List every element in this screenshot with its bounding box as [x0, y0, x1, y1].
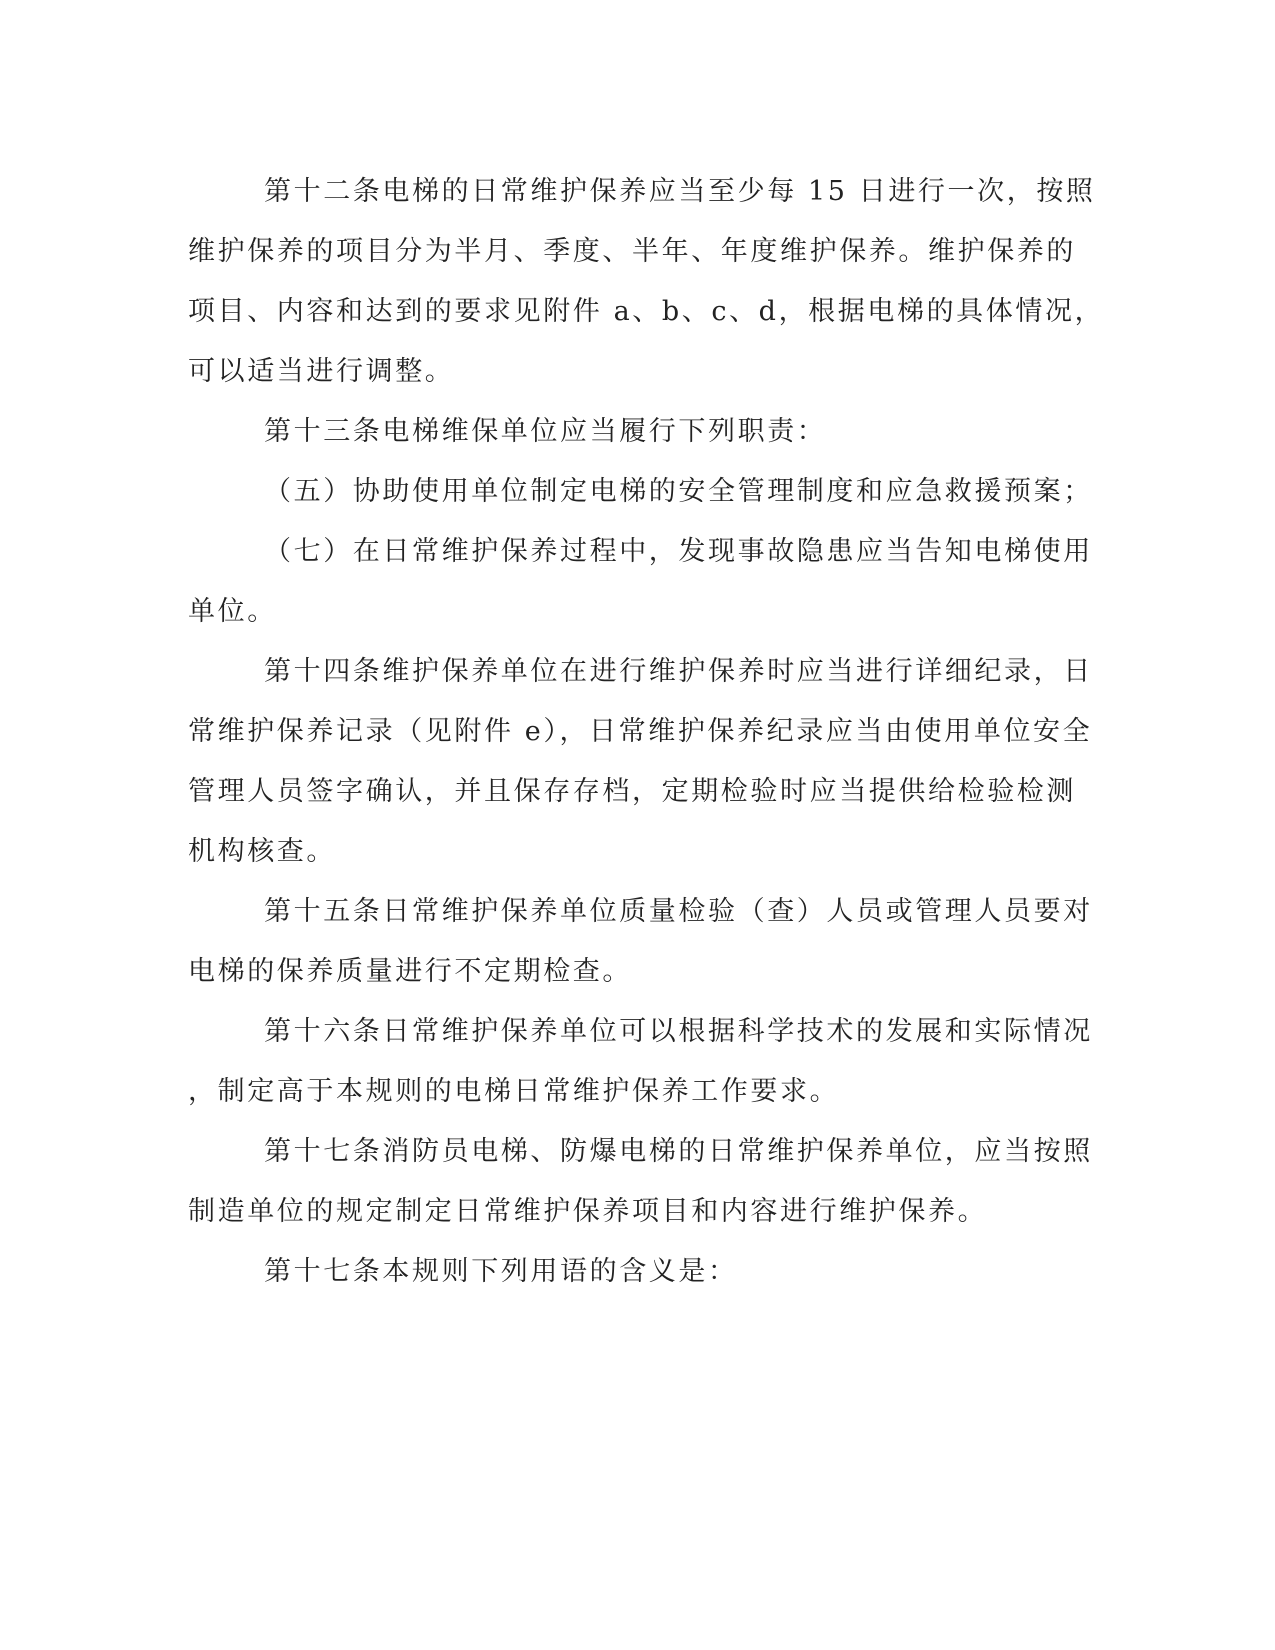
text-line: 第十七条本规则下列用语的含义是：	[264, 1256, 738, 1287]
document-body	[188, 162, 1105, 1302]
paragraph-article-13	[188, 402, 1068, 462]
text-line: 第十四条维护保养单位在进行维护保养时应当进行详细纪录，日	[264, 656, 1093, 687]
paragraph-article-17b	[188, 1242, 1068, 1302]
text-line: 制造单位的规定制定日常维护保养项目和内容进行维护保养。	[188, 1196, 988, 1227]
paragraph-article-14	[188, 642, 1093, 882]
paragraph-article-15	[188, 882, 1093, 1002]
text-line: （七）在日常维护保养过程中，发现事故隐患应当告知电梯使用	[264, 536, 1093, 567]
paragraph-article-12	[188, 162, 1105, 402]
text-line: 第十三条电梯维保单位应当履行下列职责：	[264, 416, 827, 447]
text-line: 常维护保养记录（见附件 e），日常维护保养纪录应当由使用单位安全	[188, 716, 1093, 747]
text-line: （五）协助使用单位制定电梯的安全管理制度和应急救援预案；	[264, 476, 1093, 507]
text-line: ，制定高于本规则的电梯日常维护保养工作要求。	[188, 1076, 840, 1107]
text-line: 单位。	[188, 596, 277, 627]
text-line: 第十二条电梯的日常维护保养应当至少每 15 日进行一次，按照	[264, 176, 1096, 207]
text-line: 第十六条日常维护保养单位可以根据科学技术的发展和实际情况	[264, 1016, 1093, 1047]
paragraph-article-13-item-7	[188, 522, 1093, 642]
paragraph-article-17a	[188, 1122, 1093, 1242]
text-line: 电梯的保养质量进行不定期检查。	[188, 956, 632, 987]
text-line: 可以适当进行调整。	[188, 356, 455, 387]
paragraph-article-13-item-5	[188, 462, 1093, 522]
text-line: 机构核查。	[188, 836, 336, 867]
text-line: 项目、内容和达到的要求见附件 a、b、c、d，根据电梯的具体情况，	[188, 296, 1105, 327]
text-line: 第十七条消防员电梯、防爆电梯的日常维护保养单位，应当按照	[264, 1136, 1093, 1167]
text-line: 第十五条日常维护保养单位质量检验（查）人员或管理人员要对	[264, 896, 1093, 927]
text-line: 维护保养的项目分为半月、季度、半年、年度维护保养。维护保养的	[188, 236, 1076, 267]
text-line: 管理人员签字确认，并且保存存档，定期检验时应当提供给检验检测	[188, 776, 1076, 807]
paragraph-article-16	[188, 1002, 1093, 1122]
